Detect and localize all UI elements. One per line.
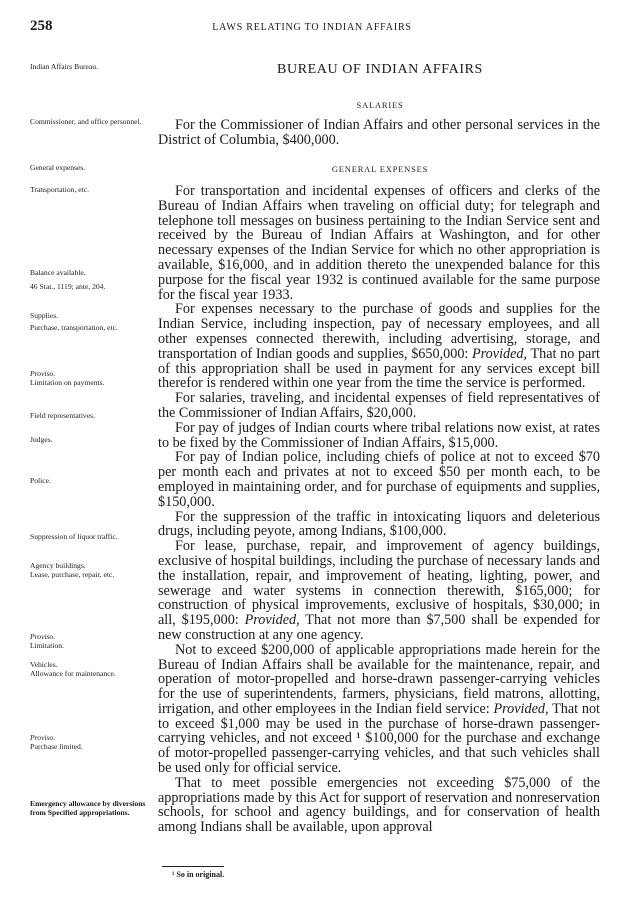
page-number: 258	[30, 18, 53, 34]
margin-note-bureau: Indian Affairs Bureau.	[30, 62, 98, 71]
paragraph-agency-buildings	[158, 539, 600, 643]
body-general-expenses	[158, 184, 600, 835]
margin-note-transportation: Transportation, etc.	[30, 185, 89, 194]
paragraph-supplies	[158, 302, 600, 391]
agency-text: For lease, purchase, repair, and improvement of agency buildings, exclusive of hospital buildings, including the purchase of necessary lands and the installation, repair, and improvement of heating, lighting, power, and sewerage and water systems in connection therewith, $165,000; for construction of physical improvements, exclusive of hospitals, $30,000; in all, $195,000:	[158, 538, 600, 629]
paragraph-salaries	[158, 118, 600, 148]
paragraph-liquor: For the suppression of the traffic in intoxicating liquors and deleterious drugs, including peyote, among Indians, $100,000.	[158, 508, 600, 540]
agency-proviso-label: Provided,	[244, 612, 300, 629]
agency-proviso-text: That not more than $7,500 shall be expended for new construction at any one agency.	[158, 612, 601, 643]
footnote: ¹ So in original.	[172, 870, 225, 879]
margin-note-lease: Lease, purchase, repair, etc.	[30, 570, 115, 579]
margin-note-proviso-3: Proviso.	[30, 733, 56, 742]
margin-note-general-expenses: General expenses.	[30, 163, 86, 172]
paragraph-vehicles	[158, 643, 600, 776]
margin-note-commissioner: Commissioner, and office personnel.	[30, 117, 142, 126]
supplies-proviso-text: That no part of this appropriation shall be used in payment for any services except bill therefor is rendered within one year from the time the service is performed.	[158, 345, 600, 392]
margin-note-emergency: Emergency allowance by diversions from Specified appropriations.	[30, 799, 146, 817]
margin-note-statute: 46 Stat., 1119; ante, 204.	[30, 282, 106, 291]
margin-note-purchase-limited: Purchase limited.	[30, 742, 83, 751]
running-title: LAWS RELATING TO INDIAN AFFAIRS	[212, 22, 412, 33]
paragraph-police: For pay of Indian police, including chiefs of police at not to exceed $70 per month each and privates at not to exceed $50 per month each, to be employed in maintaining order, and for purchase of equipments and supplies, $150,000.	[158, 449, 600, 510]
margin-note-field: Field representatives.	[30, 411, 95, 420]
margin-note-judges: Judges.	[30, 435, 53, 444]
vehicles-proviso-text: That not to exceed $1,000 may be used in the purchase of horse-drawn passenger-carrying vehicles, and not exceed ¹ $100,000 for the purchase and exchange of motor-propelled passenger-carrying vehicles, and that such vehicles shall be used only for official service.	[158, 700, 600, 777]
section-heading-bureau: BUREAU OF INDIAN AFFAIRS	[277, 62, 483, 77]
paragraph-emergency: That to meet possible emergencies not exceeding $75,000 of the appropriations made by this Act for support of reservation and nonreservation schools, for school and agency buildings, and for conservation of health among Indians shall be available, upon approval	[158, 774, 600, 836]
margin-note-allowance: Allowance for maintenance.	[30, 669, 116, 678]
margin-note-balance: Balance available.	[30, 268, 86, 277]
margin-note-proviso-1: Proviso.	[30, 369, 56, 378]
margin-note-agency: Agency buildings.	[30, 561, 86, 570]
vehicles-text: Not to exceed $200,000 of applicable appropriations made herein for the Bureau of Indian Affairs shall be available for the maintenance, repair, and operation of motor-propelled and horse-drawn passenger-carrying vehicles for the use of superintendents, farmers, physicians, field matrons, allotting, irrigation, and other employees in the Indian field service:	[158, 641, 600, 717]
supplies-proviso-label: Provided,	[472, 345, 528, 362]
margin-note-purchase: Purchase, transportation, etc.	[30, 323, 118, 332]
footnote-rule	[162, 866, 224, 867]
margin-note-limitation-1: Limitation on payments.	[30, 378, 105, 387]
margin-note-suppression: Suppression of liquor traffic.	[30, 532, 118, 541]
subheading-salaries: SALARIES	[356, 100, 404, 110]
margin-note-limitation-2: Limitation.	[30, 641, 64, 650]
vehicles-proviso-label: Provided,	[493, 700, 549, 717]
paragraph-transportation: For transportation and incidental expenses of officers and clerks of the Bureau of Indian Affairs when traveling on official duty; for telegraph and telephone toll messages on business pertaining to the Indian Service sent and received by the Bureau of Indian Affairs at Washington, and for other necessary expenses of the Indian Service for which no other appropriation is available, $16,000, and in addition thereto the unexpended balance for this purpose for the fiscal year 1932 is continued available for the same purpose for the fiscal year 1933.	[158, 183, 600, 303]
margin-note-supplies: Supplies.	[30, 311, 59, 320]
margin-note-police: Police.	[30, 476, 51, 485]
supplies-text: For expenses necessary to the purchase of goods and supplies for the Indian Service, including inspection, pay of necessary employees, and all other expenses connected therewith, including advertising, storage, and transportation of Indian goods and supplies, $650,000:	[158, 301, 600, 362]
paragraph-salaries-text: For the Commissioner of Indian Affairs and other personal services in the District of Columbia, $400,000.	[158, 117, 600, 148]
margin-note-vehicles: Vehicles.	[30, 660, 58, 669]
paragraph-judges: For pay of judges of Indian courts where tribal relations now exist, at rates to be fixed by the Commissioner of Indian Affairs, $15,000.	[158, 419, 600, 451]
margin-note-proviso-2: Proviso.	[30, 632, 56, 641]
paragraph-field-representatives: For salaries, traveling, and incidental expenses of field representatives of the Commissioner of Indian Affairs, $20,000.	[158, 390, 600, 421]
subheading-general-expenses: GENERAL EXPENSES	[331, 164, 429, 174]
